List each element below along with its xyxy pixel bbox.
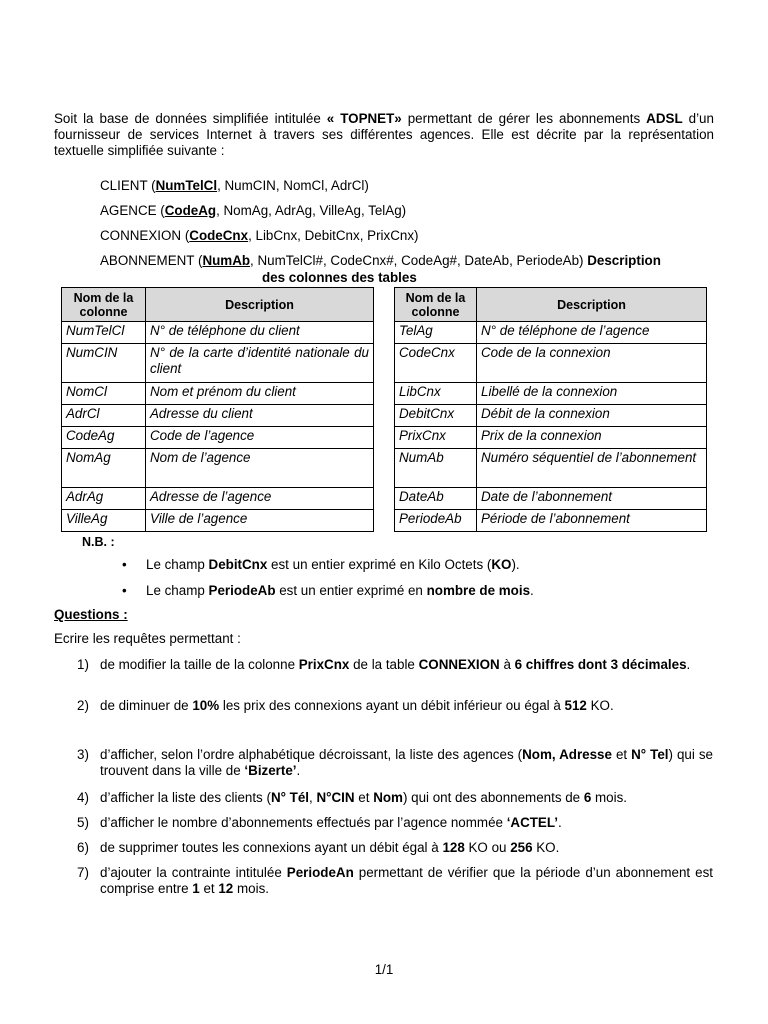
table-row (62, 449, 374, 488)
description-cell: Adresse de l’agence (146, 488, 374, 510)
schema-abonnement: ABONNEMENT (NumAb, NumTelCl#, CodeCnx#, CodeAg#, DateAb, PeriodeAb) Description (100, 253, 661, 268)
schema-agence: AGENCE (CodeAg, NomAg, AdrAg, VilleAg, TelAg) (100, 203, 407, 218)
column-name-cell: PrixCnx (395, 427, 477, 449)
column-name-cell: AdrCl (62, 405, 146, 427)
column-name-cell: AdrAg (62, 488, 146, 510)
table-row (62, 344, 374, 383)
table-row (395, 449, 707, 488)
header-col-name: Nom de la colonne (62, 288, 146, 322)
description-cell: Nom de l’agence (146, 449, 374, 488)
questions-title: Questions : (54, 607, 128, 622)
table-row (395, 510, 707, 532)
table-row (62, 510, 374, 532)
question-6: 6) de supprimer toutes les connexions ayant un débit égal à 128 KO ou 256 KO. (77, 840, 560, 855)
right-columns-table (394, 287, 707, 532)
header-description: Description (146, 288, 374, 322)
table-row (395, 383, 707, 405)
nb-label: N.B. : (82, 535, 115, 549)
table-row (62, 322, 374, 344)
question-1: 1) de modifier la taille de la colonne PrixCnx de la table CONNEXION à 6 chiffres dont 3 décimales. (77, 657, 691, 672)
column-name-cell: CodeCnx (395, 344, 477, 383)
list-item: • Le champ PeriodeAb est un entier exprimé en nombre de mois. (122, 583, 534, 598)
column-name-cell: DateAb (395, 488, 477, 510)
description-title: des colonnes des tables (262, 270, 417, 285)
header-col-name: Nom de la colonne (395, 288, 477, 322)
column-name-cell: NumAb (395, 449, 477, 488)
column-name-cell: NumTelCl (62, 322, 146, 344)
intro-paragraph (54, 111, 714, 159)
table-row (62, 488, 374, 510)
question-3: 3) d’afficher, selon l’ordre alphabétique décroissant, la liste des agences (Nom, Adresse et N° Tel) qui se trouvent dans la ville de ‘Bizerte’. (77, 747, 713, 778)
table-row (395, 322, 707, 344)
description-cell: Date de l’abonnement (477, 488, 707, 510)
description-cell: Période de l’abonnement (477, 510, 707, 532)
nb-bullet-list (122, 557, 722, 609)
column-name-cell: PeriodeAb (395, 510, 477, 532)
table-row (62, 427, 374, 449)
column-name-cell: LibCnx (395, 383, 477, 405)
description-cell: Code de l’agence (146, 427, 374, 449)
description-cell: Nom et prénom du client (146, 383, 374, 405)
column-name-cell: CodeAg (62, 427, 146, 449)
bullet-icon: • (122, 557, 127, 572)
column-name-cell: VilleAg (62, 510, 146, 532)
column-name-cell: NomCl (62, 383, 146, 405)
header-description: Description (477, 288, 707, 322)
column-name-cell: DebitCnx (395, 405, 477, 427)
table-row (395, 405, 707, 427)
bullet-icon: • (122, 583, 127, 598)
intro-text: Soit la base de données simplifiée intitulée « TOPNET» permettant de gérer les abonnements ADSL d’un fournisseur de services Internet à travers ses différentes agences. Elle est décrite par la représentation textuelle simplifiée suivante : (54, 111, 714, 158)
table-row (395, 488, 707, 510)
description-cell: Adresse du client (146, 405, 374, 427)
questions-intro: Ecrire les requêtes permettant : (54, 631, 241, 646)
question-2: 2) de diminuer de 10% les prix des connexions ayant un débit inférieur ou égal à 512 KO. (77, 698, 614, 713)
question-5: 5) d’afficher le nombre d’abonnements effectués par l’agence nommée ‘ACTEL’. (77, 815, 562, 830)
schema-client: CLIENT (NumTelCl, NumCIN, NomCl, AdrCl) (100, 178, 369, 193)
table-row (62, 405, 374, 427)
left-columns-table (61, 287, 374, 532)
column-name-cell: NomAg (62, 449, 146, 488)
table-row (395, 427, 707, 449)
column-name-cell: NumCIN (62, 344, 146, 383)
description-cell: Débit de la connexion (477, 405, 707, 427)
description-cell: Libellé de la connexion (477, 383, 707, 405)
description-cell: N° de téléphone de l’agence (477, 322, 707, 344)
schema-connexion: CONNEXION (CodeCnx, LibCnx, DebitCnx, PrixCnx) (100, 228, 419, 243)
page-number: 1/1 (374, 962, 394, 977)
column-name-cell: TelAg (395, 322, 477, 344)
table-row (395, 344, 707, 383)
description-cell: Code de la connexion (477, 344, 707, 383)
question-7: 7) d’ajouter la contrainte intitulée PeriodeAn permettant de vérifier que la période d’un abonnement est comprise entre 1 et 12 mois. (77, 865, 713, 896)
question-4: 4) d’afficher la liste des clients (N° Tél, N°CIN et Nom) qui ont des abonnements de 6 mois. (77, 790, 628, 805)
table-row (62, 383, 374, 405)
description-cell: Ville de l’agence (146, 510, 374, 532)
description-cell: N° de la carte d’identité nationale du client (146, 344, 374, 383)
description-cell: Prix de la connexion (477, 427, 707, 449)
description-cell: Numéro séquentiel de l’abonnement (477, 449, 707, 488)
list-item: • Le champ DebitCnx est un entier exprimé en Kilo Octets (KO). (122, 557, 520, 572)
description-cell: N° de téléphone du client (146, 322, 374, 344)
